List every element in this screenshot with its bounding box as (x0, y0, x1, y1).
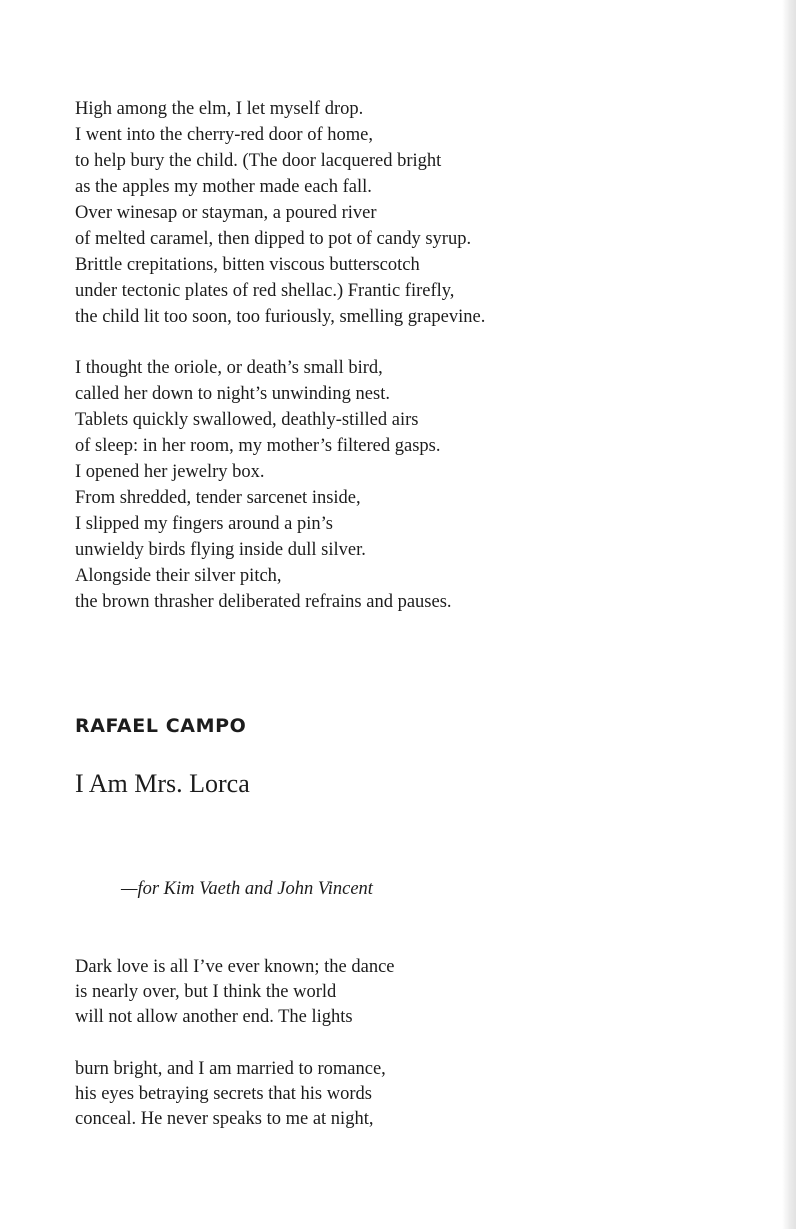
poem-line: conceal. He never speaks to me at night, (75, 1109, 374, 1129)
poem-line: burn bright, and I am married to romance, (75, 1059, 386, 1079)
poem-line: I thought the oriole, or death’s small bird, (75, 358, 383, 378)
poem-title: I Am Mrs. Lorca (75, 769, 250, 798)
poem-line: under tectonic plates of red shellac.) Frantic firefly, (75, 281, 455, 301)
poem-stanza (75, 96, 485, 330)
poem-line: his eyes betraying secrets that his words (75, 1084, 372, 1104)
poem-stanza (75, 1057, 386, 1132)
poem-line: I opened her jewelry box. (75, 462, 265, 482)
poem-line: is nearly over, but I think the world (75, 982, 337, 1002)
poem-line: Brittle crepitations, bitten viscous butterscotch (75, 255, 420, 275)
poem-line: Over winesap or stayman, a poured river (75, 203, 377, 223)
poem-line: Tablets quickly swallowed, deathly-stilled airs (75, 410, 419, 430)
page-edge-shadow (782, 0, 796, 1229)
poem-stanza (75, 955, 395, 1030)
poem-line: High among the elm, I let myself drop. (75, 99, 364, 119)
poem-stanza (75, 355, 452, 615)
poem-line: of sleep: in her room, my mother’s filtered gasps. (75, 436, 441, 456)
poem-line: I went into the cherry-red door of home, (75, 125, 373, 145)
poem-line: as the apples my mother made each fall. (75, 177, 372, 197)
poem-line: From shredded, tender sarcenet inside, (75, 488, 361, 508)
poem-line: I slipped my fingers around a pin’s (75, 514, 333, 534)
poem-line: Dark love is all I’ve ever known; the dance (75, 957, 395, 977)
author-name: RAFAEL CAMPO (75, 715, 247, 737)
poem-line: called her down to night’s unwinding nest. (75, 384, 390, 404)
poem-line: the child lit too soon, too furiously, smelling grapevine. (75, 307, 486, 327)
poem-line: unwieldy birds flying inside dull silver. (75, 540, 366, 560)
poem-dedication: —for Kim Vaeth and John Vincent (121, 879, 373, 899)
poem-line: Alongside their silver pitch, (75, 566, 282, 586)
poem-line: of melted caramel, then dipped to pot of candy syrup. (75, 229, 472, 249)
poem-line: will not allow another end. The lights (75, 1007, 353, 1027)
poem-line: to help bury the child. (The door lacquered bright (75, 151, 442, 171)
poem-line: the brown thrasher deliberated refrains and pauses. (75, 592, 452, 612)
